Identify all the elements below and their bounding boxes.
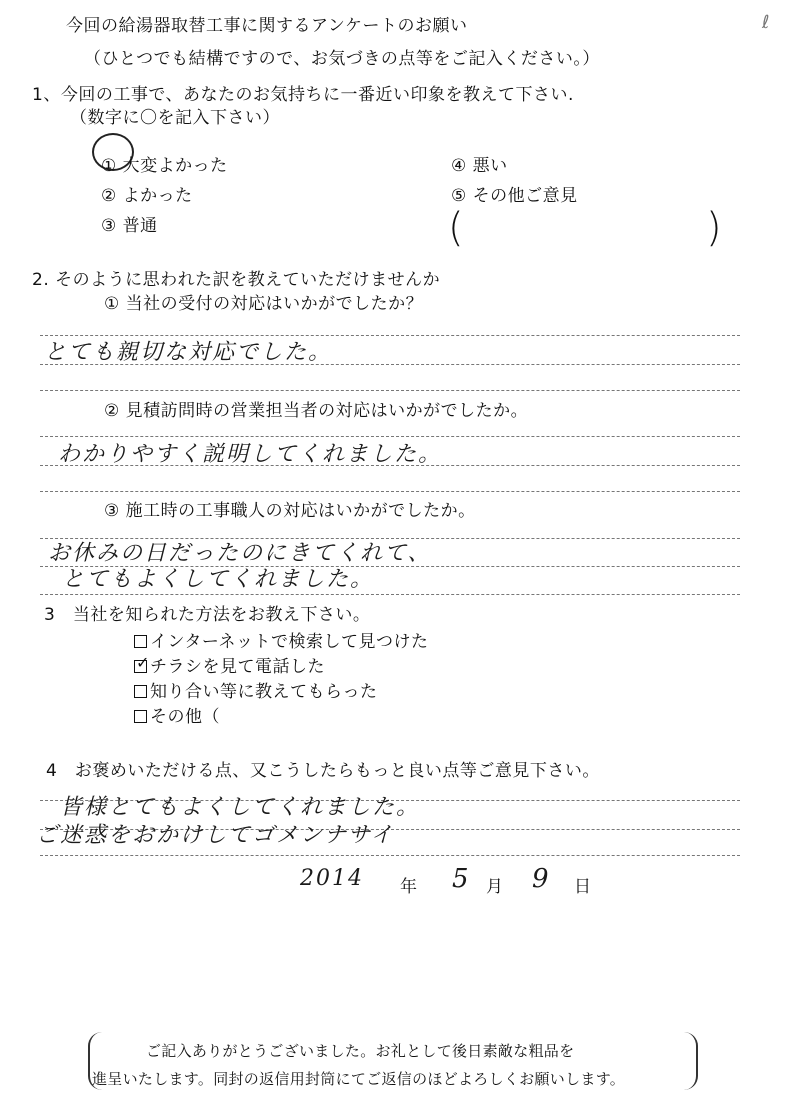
q3-option-label: インターネットで検索して見つけた [150,632,429,652]
answer-4-line2[interactable]: ご迷惑をおかけしてゴメンナサイ [36,823,395,848]
q3-option-label: その他（ [150,707,220,727]
other-open-paren: ( [448,205,464,251]
q3-option-label: 知り合い等に教えてもらった [150,682,378,702]
corner-mark: ℓ [762,12,770,33]
answer-line [40,465,740,466]
q1-option-4[interactable]: ④ 悪い [451,156,508,176]
date-day-label: 日 [574,877,592,897]
answer-2-3-line2[interactable]: とてもよくしてくれました。 [62,567,375,592]
answer-line [40,390,740,391]
date-month-label: 月 [486,877,504,897]
question-2-sub2: ② 見積訪問時の営業担当者の対応はいかがでしたか。 [104,401,529,421]
answer-line [40,594,740,595]
answer-2-3-line1[interactable]: お休みの日だったのにきてくれて、 [48,541,432,566]
answer-4-line1[interactable]: 皆様とてもよくしてくれました。 [60,795,421,820]
footer-line-1: ご記入ありがとうございました。お礼として後日素敵な粗品を [146,1042,575,1060]
q1-option-5[interactable]: ⑤ その他ご意見 [451,186,578,206]
answer-line [40,491,740,492]
footer-line-2: 進呈いたします。同封の返信用封筒にてご返信のほどよろしくお願いします。 [92,1070,626,1088]
date-year-label: 年 [400,877,418,897]
date-day[interactable]: 9 [532,864,551,894]
date-year[interactable]: 2014 [300,866,364,891]
q3-option-label: チラシを見て電話した [150,657,325,677]
q3-option-flyer[interactable] [134,652,325,677]
question-4: 4 お褒めいただける点、又こうしたらもっと良い点等ご意見下さい。 [46,761,600,781]
survey-subtitle: （ひとつでも結構ですので、お気づきの点等をご記入ください。） [84,49,600,69]
q3-option-acquaintance[interactable] [134,677,378,702]
check-icon: ✓ [136,653,150,672]
answer-2-1[interactable]: とても親切な対応でした。 [44,340,333,365]
question-1-instruction: （数字に〇を記入下さい） [70,108,280,128]
q1-option-3[interactable]: ③ 普通 [101,216,158,236]
question-2-sub1: ① 当社の受付の対応はいかがでしたか？ [104,294,424,314]
question-3: 3 当社を知られた方法をお教え下さい。 [44,605,371,625]
survey-title: 今回の給湯器取替工事に関するアンケートのお願い [66,16,468,36]
question-1: 1、今回の工事で、あなたのお気持ちに一番近い印象を教えて下さい. [32,85,574,105]
other-close-paren: ) [706,205,722,251]
question-2-sub3: ③ 施工時の工事職人の対応はいかがでしたか。 [104,501,476,521]
checkbox[interactable] [134,685,147,698]
answer-2-2[interactable]: わかりやすく説明してくれました。 [58,442,443,467]
checkbox[interactable] [134,635,147,648]
q1-option-1[interactable]: ① 大変よかった [101,156,228,176]
checkbox-checked[interactable] [134,653,150,673]
checkbox[interactable] [134,710,147,723]
answer-line [40,364,740,365]
question-2: 2. そのように思われた訳を教えていただけませんか [32,270,441,290]
date-month[interactable]: 5 [452,864,471,894]
q3-option-other[interactable] [134,702,220,727]
answer-line [40,855,740,856]
q1-option-2[interactable]: ② よかった [101,186,193,206]
q3-option-internet[interactable] [134,627,428,652]
